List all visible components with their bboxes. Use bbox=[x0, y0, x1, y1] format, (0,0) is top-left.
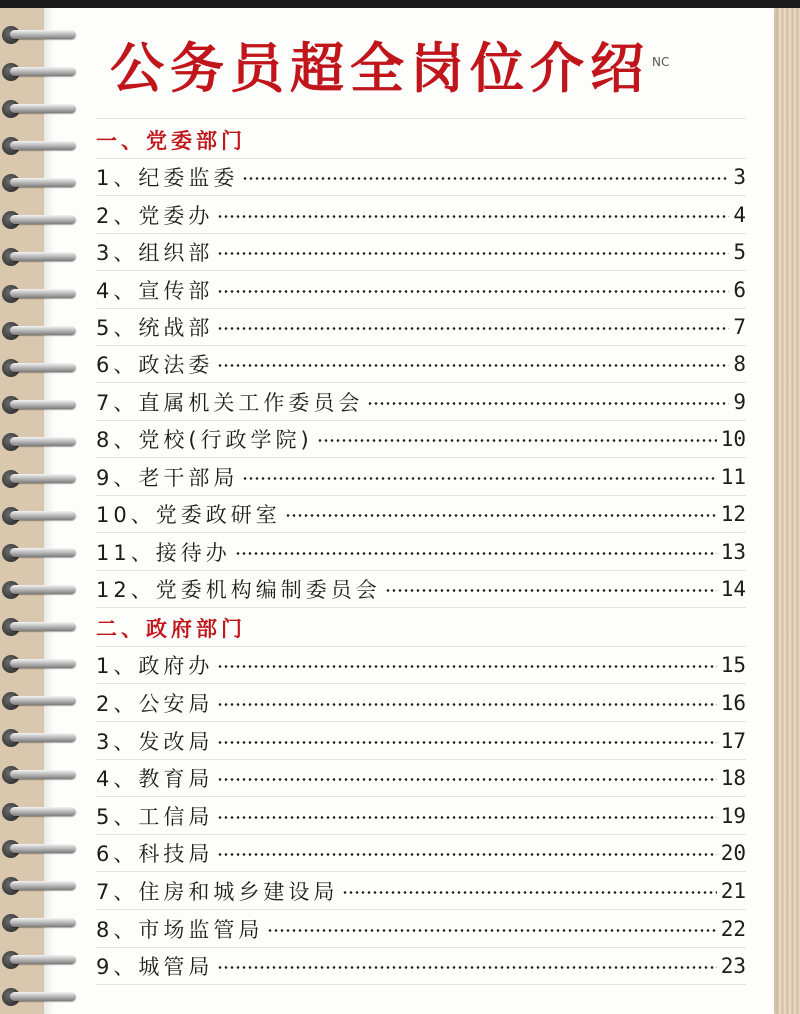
binding-ring bbox=[10, 807, 76, 816]
toc-item[interactable] bbox=[96, 383, 746, 421]
title-divider bbox=[96, 118, 746, 119]
binding-ring bbox=[10, 548, 76, 557]
leader-dots bbox=[217, 816, 716, 819]
leader-dots bbox=[242, 477, 716, 480]
binding-ring bbox=[10, 955, 76, 964]
leader-dots bbox=[217, 665, 716, 668]
toc-item-label: 4、宣传部 bbox=[96, 278, 214, 303]
spiral-binding bbox=[0, 8, 80, 1014]
toc-page-number: 19 bbox=[720, 803, 746, 828]
toc-item[interactable] bbox=[96, 872, 746, 910]
binding-ring bbox=[10, 178, 76, 187]
toc-page-number: 3 bbox=[733, 164, 746, 189]
toc-item[interactable] bbox=[96, 458, 746, 496]
toc-page-number: 8 bbox=[733, 351, 746, 376]
leader-dots bbox=[342, 891, 716, 894]
leader-dots bbox=[267, 929, 716, 932]
toc-page-number: 11 bbox=[720, 464, 746, 489]
toc-item[interactable] bbox=[96, 797, 746, 835]
toc-item[interactable] bbox=[96, 533, 746, 571]
leader-dots bbox=[235, 552, 717, 555]
toc-item-label: 2、党委办 bbox=[96, 203, 214, 228]
toc-page-number: 12 bbox=[720, 501, 746, 526]
toc-item[interactable] bbox=[96, 420, 746, 458]
toc-item[interactable] bbox=[96, 646, 746, 684]
toc-page-number: 7 bbox=[733, 314, 746, 339]
binding-ring bbox=[10, 474, 76, 483]
toc-item-label: 9、城管局 bbox=[96, 954, 214, 979]
leader-dots bbox=[242, 177, 729, 180]
toc-item[interactable] bbox=[96, 495, 746, 533]
toc-item-label: 2、公安局 bbox=[96, 691, 214, 716]
toc-item-label: 5、统战部 bbox=[96, 315, 214, 340]
toc-item-label: 5、工信局 bbox=[96, 804, 214, 829]
binding-ring bbox=[10, 326, 76, 335]
leader-dots bbox=[285, 514, 717, 517]
binding-ring bbox=[10, 770, 76, 779]
toc-item-label: 1、纪委监委 bbox=[96, 165, 239, 190]
toc-item-label: 6、科技局 bbox=[96, 841, 214, 866]
toc-item-label: 7、直属机关工作委员会 bbox=[96, 390, 364, 415]
binding-ring bbox=[10, 733, 76, 742]
toc-page-number: 6 bbox=[733, 277, 746, 302]
binding-ring bbox=[10, 622, 76, 631]
binding-ring bbox=[10, 992, 76, 1001]
binding-ring bbox=[10, 696, 76, 705]
binding-ring bbox=[10, 104, 76, 113]
leader-dots bbox=[217, 703, 716, 706]
toc-page-number: 4 bbox=[733, 202, 746, 227]
toc-item-label: 3、组织部 bbox=[96, 240, 214, 265]
leader-dots bbox=[385, 589, 717, 592]
binding-ring bbox=[10, 141, 76, 150]
binding-ring bbox=[10, 511, 76, 520]
binding-ring bbox=[10, 67, 76, 76]
page-title: 公务员超全岗位介绍 bbox=[110, 37, 650, 100]
toc-item-label: 1、政府办 bbox=[96, 653, 214, 678]
toc-item[interactable] bbox=[96, 158, 746, 196]
toc-page-number: 18 bbox=[720, 765, 746, 790]
binding-ring bbox=[10, 289, 76, 298]
top-bar bbox=[0, 0, 800, 8]
toc-item[interactable] bbox=[96, 759, 746, 797]
toc-item-label: 8、党校(行政学院) bbox=[96, 427, 313, 452]
toc-item-label: 3、发改局 bbox=[96, 729, 214, 754]
title-watermark: NC bbox=[652, 55, 670, 69]
toc-item[interactable] bbox=[96, 308, 746, 346]
toc-page-number: 22 bbox=[720, 916, 746, 941]
binding-ring bbox=[10, 400, 76, 409]
toc-item[interactable] bbox=[96, 910, 746, 948]
toc-item[interactable] bbox=[96, 196, 746, 234]
binding-ring bbox=[10, 918, 76, 927]
leader-dots bbox=[367, 402, 729, 405]
toc-item[interactable] bbox=[96, 684, 746, 722]
toc-item-label: 6、政法委 bbox=[96, 352, 214, 377]
toc-page-number: 5 bbox=[733, 239, 746, 264]
binding-ring bbox=[10, 215, 76, 224]
toc-page-number: 17 bbox=[720, 728, 746, 753]
toc-item-label: 7、住房和城乡建设局 bbox=[96, 879, 339, 904]
leader-dots bbox=[217, 327, 729, 330]
toc-item-label: 11、接待办 bbox=[96, 540, 231, 565]
binding-ring bbox=[10, 363, 76, 372]
toc-item[interactable] bbox=[96, 947, 746, 985]
toc-page-number: 20 bbox=[720, 840, 746, 865]
toc-item[interactable] bbox=[96, 271, 746, 309]
section-heading-government: 二、政府部门 bbox=[96, 612, 746, 647]
binding-ring bbox=[10, 252, 76, 261]
toc-page-number: 13 bbox=[720, 539, 746, 564]
section-heading-party: 一、党委部门 bbox=[96, 124, 746, 159]
toc-page-number: 21 bbox=[720, 878, 746, 903]
binding-ring bbox=[10, 30, 76, 39]
toc-item[interactable] bbox=[96, 570, 746, 608]
leader-dots bbox=[317, 439, 717, 442]
toc-item[interactable] bbox=[96, 834, 746, 872]
binding-ring bbox=[10, 881, 76, 890]
toc-item-label: 8、市场监管局 bbox=[96, 917, 264, 942]
leader-dots bbox=[217, 741, 716, 744]
toc-item-label: 4、教育局 bbox=[96, 766, 214, 791]
toc-item[interactable] bbox=[96, 722, 746, 760]
leader-dots bbox=[217, 215, 729, 218]
toc-page-number: 10 bbox=[720, 426, 746, 451]
toc-page-number: 14 bbox=[720, 576, 746, 601]
toc-item-label: 12、党委机构编制委员会 bbox=[96, 577, 381, 602]
leader-dots bbox=[217, 853, 716, 856]
binding-ring bbox=[10, 585, 76, 594]
page-stack-edge bbox=[774, 8, 800, 1014]
leader-dots bbox=[217, 966, 716, 969]
toc-page-number: 9 bbox=[733, 389, 746, 414]
binding-ring bbox=[10, 844, 76, 853]
leader-dots bbox=[217, 778, 716, 781]
leader-dots bbox=[217, 290, 729, 293]
binding-ring bbox=[10, 437, 76, 446]
leader-dots bbox=[217, 252, 729, 255]
toc-item[interactable] bbox=[96, 345, 746, 383]
toc-page-number: 16 bbox=[720, 690, 746, 715]
toc-item-label: 9、老干部局 bbox=[96, 465, 239, 490]
toc-page-number: 15 bbox=[720, 652, 746, 677]
toc-item[interactable] bbox=[96, 233, 746, 271]
toc-page-number: 23 bbox=[720, 953, 746, 978]
toc-item-label: 10、党委政研室 bbox=[96, 502, 281, 527]
binding-ring bbox=[10, 659, 76, 668]
leader-dots bbox=[217, 364, 729, 367]
